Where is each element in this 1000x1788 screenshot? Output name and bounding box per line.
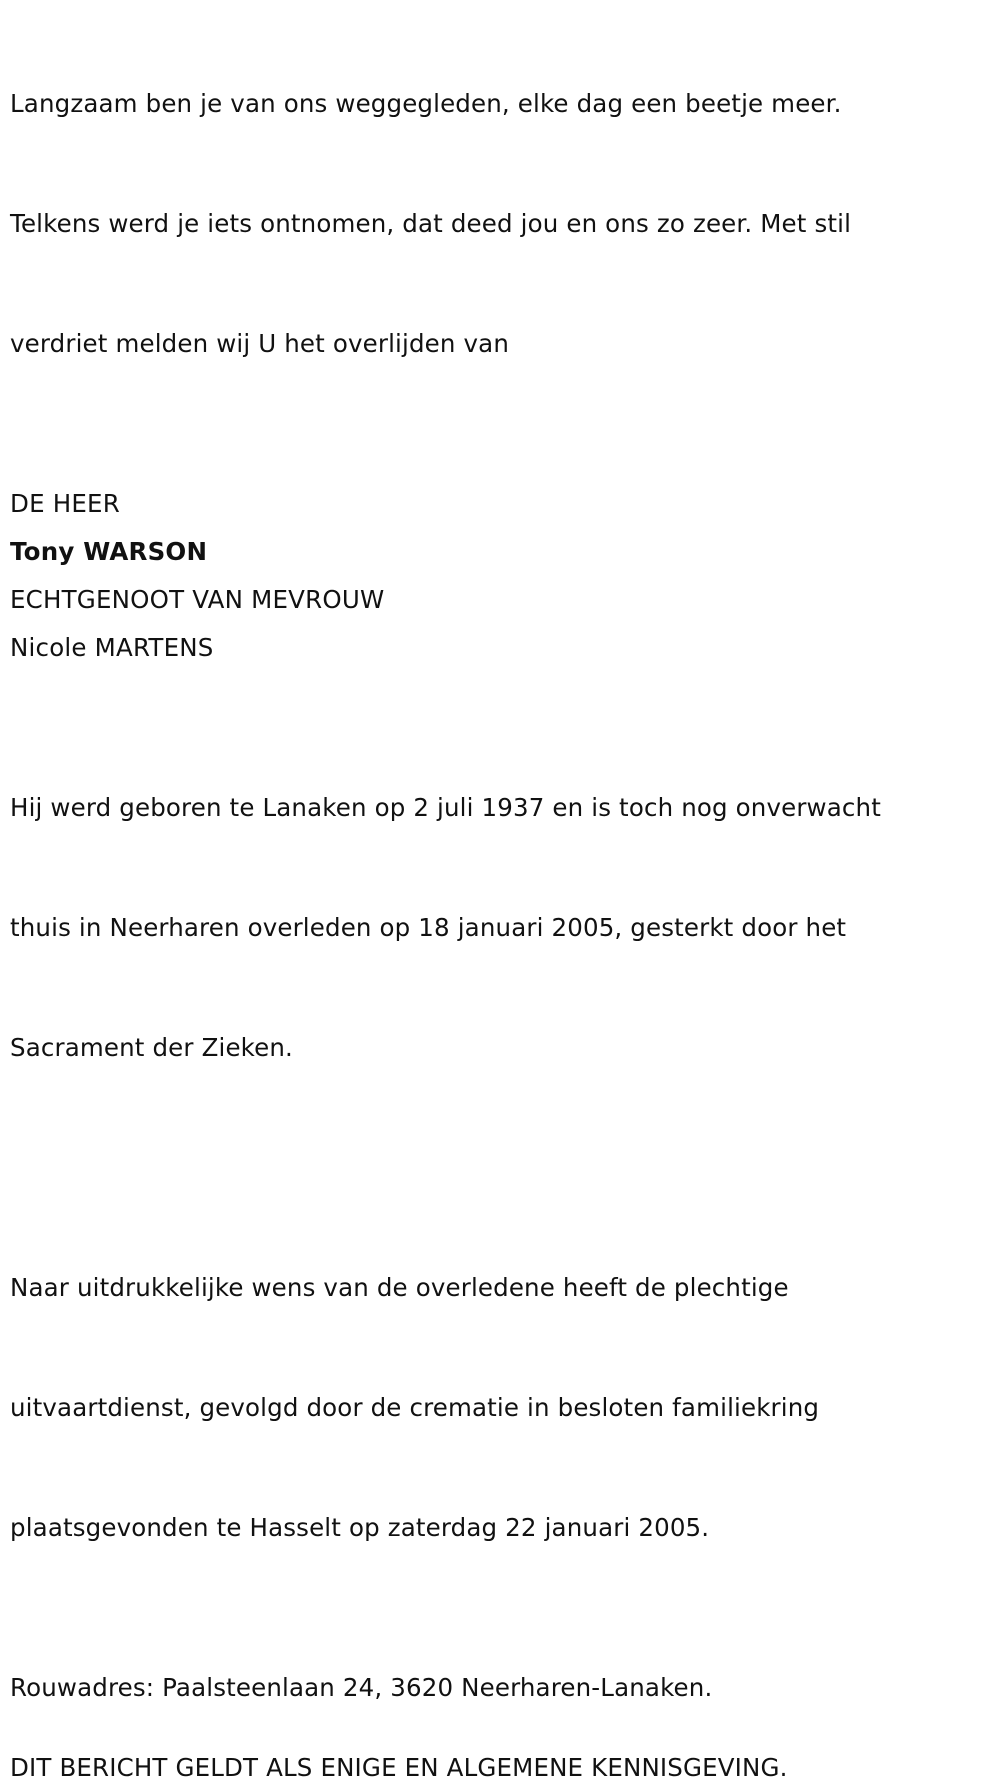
birth-death-line: Sacrament der Zieken. (10, 1033, 293, 1062)
spouse-name: Nicole MARTENS (10, 633, 214, 662)
intro-line: Langzaam ben je van ons weggegleden, elke dag een beetje meer. (10, 89, 842, 118)
intro-line: Telkens werd je iets ontnomen, dat deed jou en ons zo zeer. Met stil (10, 209, 852, 238)
intro-line: verdriet melden wij U het overlijden van (10, 329, 509, 358)
funeral-line: plaatsgevonden te Hasselt op zaterdag 22 januari 2005. (10, 1513, 710, 1542)
funeral-line: uitvaartdienst, gevolgd door de crematie in besloten familiekring (10, 1393, 820, 1422)
birth-death-line: Hij werd geboren te Lanaken op 2 juli 1937 en is toch nog onverwacht (10, 793, 881, 822)
funeral-line: Naar uitdrukkelijke wens van de overledene heeft de plechtige (10, 1273, 789, 1302)
birth-death-paragraph (10, 708, 995, 1148)
spouse-label: ECHTGENOOT VAN MEVROUW (10, 585, 385, 614)
obituary-notice (10, 4, 995, 1788)
birth-death-line: thuis in Neerharen overleden op 18 januari 2005, gesterkt door het (10, 913, 847, 942)
intro-paragraph (10, 4, 995, 444)
person-block (10, 480, 995, 672)
funeral-paragraph (10, 1188, 995, 1628)
person-title: DE HEER (10, 489, 120, 518)
address-line: Rouwadres: Paalsteenlaan 24, 3620 Neerharen-Lanaken. (10, 1673, 713, 1702)
person-name: Tony WARSON (10, 537, 208, 566)
notice-line: DIT BERICHT GELDT ALS ENIGE EN ALGEMENE KENNISGEVING. (10, 1753, 788, 1782)
